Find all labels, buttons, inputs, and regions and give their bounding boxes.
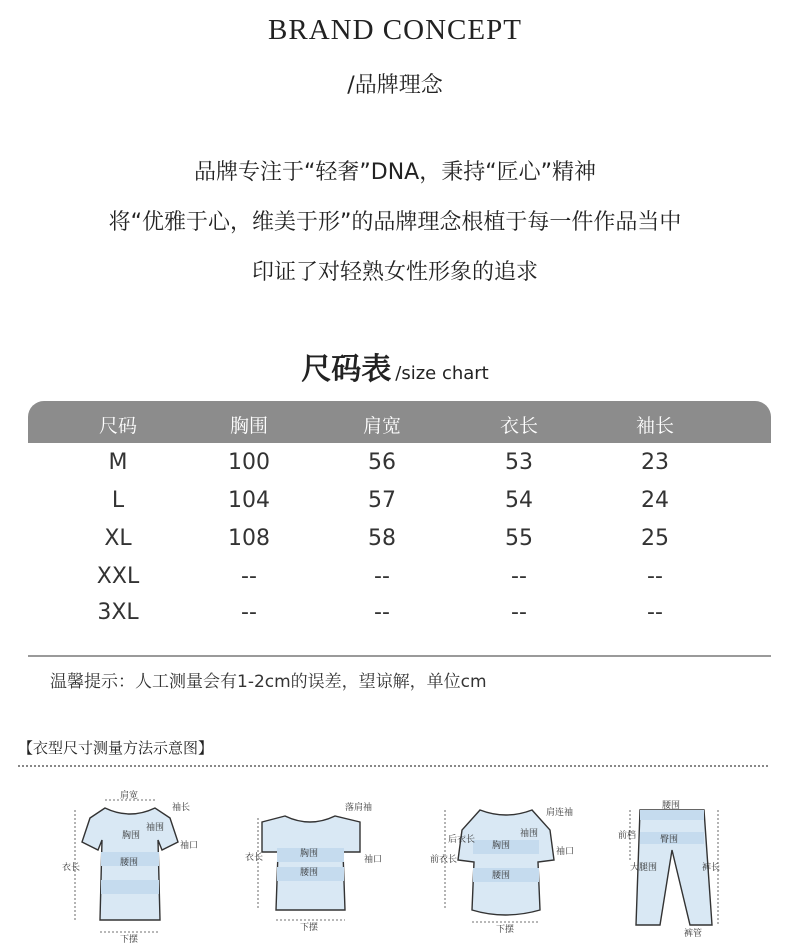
cell-size: 3XL (97, 600, 139, 625)
raglan-diagram (430, 806, 574, 935)
table-row (28, 488, 771, 522)
table-row (28, 600, 771, 634)
table-row (28, 450, 771, 484)
cell-chest: 108 (228, 526, 270, 551)
tee-label-sleeve: 袖围 (146, 823, 165, 833)
measurement-tip: 温馨提示：人工测量会有1-2cm的误差，望谅解，单位cm (50, 672, 487, 692)
drop-tee-label-chest: 胸围 (300, 849, 319, 859)
brand-subtitle: /品牌理念 (347, 73, 443, 98)
raglan-label-front-length: 前衣长 (430, 855, 458, 865)
drop-tee-diagram (245, 801, 382, 933)
pants-diagram (618, 800, 720, 939)
size-chart-title (0, 344, 790, 388)
pants-label-thigh: 大腿围 (630, 863, 658, 873)
cell-length: -- (511, 600, 527, 625)
cell-size: XXL (96, 564, 140, 589)
cell-shoulder: 58 (368, 526, 396, 551)
cell-chest: -- (241, 564, 257, 589)
cell-size: L (111, 488, 125, 513)
cell-length: 54 (505, 488, 533, 513)
cell-length: -- (511, 564, 527, 589)
drop-tee-label-cuff: 袖口 (364, 855, 383, 865)
pants-label-rise: 前档 (618, 831, 637, 841)
cell-length: 55 (505, 526, 533, 551)
cell-shoulder: 56 (368, 450, 396, 475)
raglan-label-hem: 下摆 (496, 925, 515, 935)
cell-size: M (108, 450, 128, 475)
pants-label-leg-opening: 裤管 (684, 929, 703, 939)
table-row (28, 526, 771, 560)
cell-sleeve: 25 (641, 526, 669, 551)
size-table-body (28, 450, 771, 640)
cell-sleeve: -- (647, 564, 663, 589)
cell-sleeve: 23 (641, 450, 669, 475)
table-divider (28, 655, 771, 657)
cell-chest: -- (241, 600, 257, 625)
header-length: 衣长 (499, 415, 538, 437)
size-chart-title-sub: /size chart (395, 363, 489, 384)
cell-length: 53 (505, 450, 533, 475)
cell-shoulder: -- (374, 600, 390, 625)
table-row (28, 564, 771, 598)
measurement-diagrams (0, 770, 790, 945)
tee-label-cuff: 袖口 (180, 841, 199, 851)
pants-label-length: 裤长 (702, 863, 721, 873)
tee-label-sleeve-length: 袖长 (172, 803, 191, 813)
tee-label-chest: 胸围 (122, 831, 141, 841)
cell-chest: 100 (228, 450, 270, 475)
cell-shoulder: 57 (368, 488, 396, 513)
tee-label-hem: 下摆 (120, 935, 139, 945)
drop-tee-label-sleeve: 落肩袖 (345, 803, 373, 813)
tee-diagram (62, 789, 198, 945)
cell-size: XL (104, 526, 132, 551)
tee-label-length: 衣长 (62, 863, 81, 873)
raglan-label-chest: 胸围 (492, 841, 511, 851)
drop-tee-label-length: 衣长 (245, 853, 264, 863)
raglan-label-cuff: 袖口 (556, 847, 575, 857)
raglan-label-sleeve-circ: 袖围 (520, 829, 539, 839)
dotted-divider (18, 765, 768, 767)
concept-line-1: 品牌专注于“轻奢”DNA，秉持“匠心”精神 (193, 160, 597, 185)
size-chart-title-main: 尺码表 (301, 352, 392, 387)
pants-label-waist: 腰围 (662, 801, 681, 811)
raglan-label-sleeve: 肩连袖 (546, 808, 574, 818)
diagram-title: 【衣型尺寸测量方法示意图】 (18, 739, 214, 757)
cell-shoulder: -- (374, 564, 390, 589)
cell-chest: 104 (228, 488, 270, 513)
tee-label-shoulder: 肩宽 (120, 791, 139, 801)
cell-sleeve: 24 (641, 488, 669, 513)
header-size: 尺码 (98, 415, 137, 437)
tee-label-waist: 腰围 (120, 858, 139, 868)
brand-title: BRAND CONCEPT (268, 14, 522, 46)
pants-label-hip: 臀围 (660, 835, 679, 845)
header-shoulder: 肩宽 (362, 415, 401, 437)
cell-sleeve: -- (647, 600, 663, 625)
header-chest: 胸围 (229, 415, 268, 437)
raglan-label-waist: 腰围 (492, 871, 511, 881)
drop-tee-label-waist: 腰围 (300, 868, 319, 878)
header-sleeve: 袖长 (635, 415, 674, 437)
raglan-label-back-length: 后衣长 (448, 835, 476, 845)
drop-tee-label-hem: 下摆 (300, 923, 319, 933)
concept-line-2: 将“优雅于心，维美于形”的品牌理念根植于每一件作品当中 (108, 210, 682, 235)
concept-line-3: 印证了对轻熟女性形象的追求 (251, 260, 538, 285)
size-table-header (28, 401, 771, 443)
